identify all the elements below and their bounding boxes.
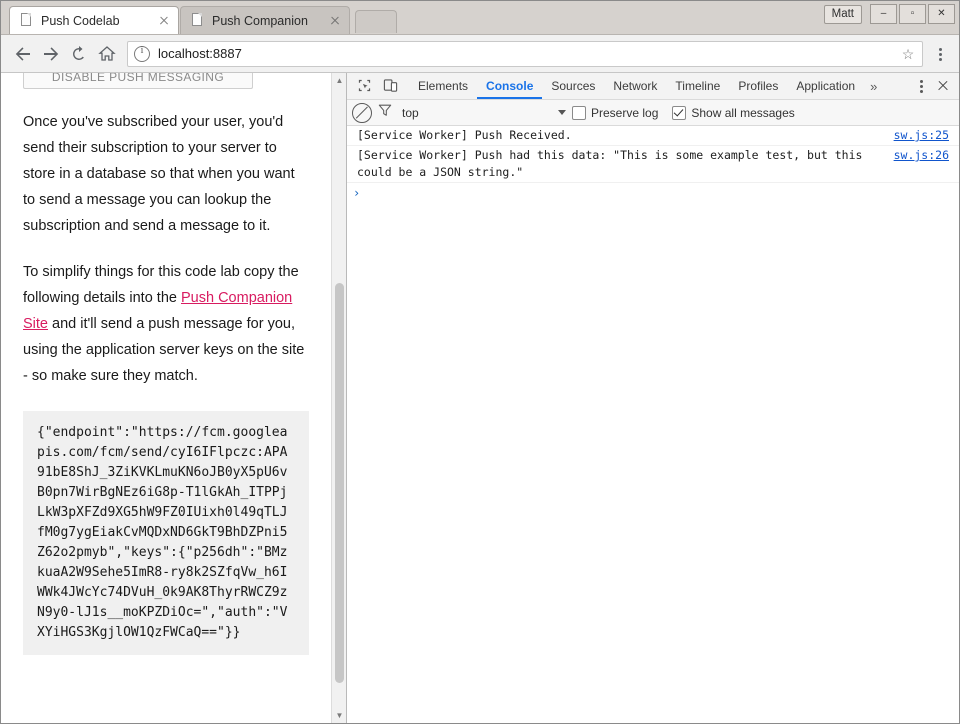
tab-application[interactable]: Application [796, 79, 856, 93]
inspect-element-icon[interactable] [351, 73, 377, 99]
close-icon[interactable] [327, 13, 343, 29]
checkbox-box [572, 106, 586, 120]
close-icon[interactable] [156, 13, 172, 29]
scroll-up-icon[interactable]: ▲ [335, 76, 344, 85]
devtools-panel-tabs [409, 73, 911, 99]
browser-toolbar [1, 35, 959, 73]
prompt-chevron-icon: › [353, 186, 361, 200]
device-toolbar-icon[interactable] [377, 73, 403, 99]
disable-push-messaging-button[interactable]: DISABLE PUSH MESSAGING [23, 73, 253, 89]
tab-push-companion[interactable] [180, 6, 350, 34]
console-message-source[interactable]: sw.js:26 [893, 148, 949, 162]
console-message[interactable] [347, 126, 959, 146]
push-companion-site-link[interactable]: Push Companion Site [23, 290, 293, 332]
show-all-messages-checkbox[interactable] [672, 106, 794, 120]
url-text[interactable]: localhost:8887 [158, 46, 242, 61]
devtools-toolbar-right [911, 73, 955, 99]
user-badge[interactable]: Matt [824, 5, 862, 24]
page-icon [20, 13, 34, 28]
minimize-icon: – [880, 8, 887, 19]
maximize-icon: ▫ [910, 8, 915, 19]
tab-sources[interactable]: Sources [551, 79, 596, 93]
checkbox-box [672, 106, 686, 120]
execution-context-value: top [402, 105, 419, 120]
console-message-text: [Service Worker] Push Received. [357, 128, 572, 142]
devtools-close-icon[interactable] [931, 73, 955, 99]
home-button[interactable] [93, 40, 121, 68]
console-message-source[interactable]: sw.js:25 [893, 128, 949, 142]
tab-profiles[interactable]: Profiles [738, 79, 779, 93]
web-page-pane [1, 73, 347, 723]
tab-console[interactable]: Console [477, 73, 542, 99]
tab-strip [1, 1, 959, 35]
clear-console-icon[interactable] [352, 103, 372, 123]
paragraph-companion [23, 259, 309, 389]
console-message[interactable] [347, 146, 959, 183]
address-bar[interactable] [127, 41, 923, 67]
preserve-log-label: Preserve log [591, 105, 659, 120]
devtools-menu-icon[interactable] [911, 73, 931, 99]
bookmark-star-icon[interactable]: ☆ [901, 45, 915, 62]
forward-button[interactable] [37, 40, 65, 68]
page-scrollbar[interactable] [331, 73, 346, 723]
reload-button[interactable] [65, 40, 93, 68]
show-all-messages-label: Show all messages [691, 105, 795, 120]
scroll-down-icon[interactable]: ▼ [335, 711, 344, 720]
paragraph-companion-post: and it'll send a push message for you, using the application server keys on the site - so make sure they match. [23, 316, 305, 384]
tab-network[interactable]: Network [613, 79, 658, 93]
console-input-prompt[interactable] [347, 183, 959, 202]
console-output[interactable] [347, 126, 959, 723]
new-tab-button[interactable] [355, 10, 397, 33]
close-window-button[interactable] [928, 4, 955, 24]
minimize-button[interactable] [870, 4, 897, 24]
scrollbar-thumb[interactable] [335, 283, 344, 683]
tab-push-codelab[interactable] [9, 6, 179, 34]
paragraph-companion-pre: To simplify things for this code lab copy the following details into the [23, 264, 299, 306]
close-icon: ✕ [937, 8, 946, 19]
maximize-button[interactable] [899, 4, 926, 24]
chrome-menu-button[interactable] [929, 41, 951, 67]
paragraph-subscription: Once you've subscribed your user, you'd send their subscription to your server to store in a database so that when you want to send a message you can lookup the subscription and send a message to it. [23, 114, 295, 234]
page-content [1, 73, 331, 675]
tab-elements[interactable]: Elements [418, 79, 469, 93]
chevron-down-icon [558, 110, 566, 115]
content-area [1, 73, 959, 723]
subscription-json-code: {"endpoint":"https://fcm.googleapis.com/fcm/send/cyI6IFlpczc:APA91bE8ShJ_3ZiKVKLmuKN6oJB0yX5pU6vB0pn7WirBgNEz6iG8p-T1lGkAh_ITPPjLkW3pXFZd9XG5hW9FZ0IUixh0l49qTLJfM0g7ygEiakCvMQDxND6GkT9BhDZPni5Z62o2pmyb","keys":{"p256dh":"BMzkuaA2W9Sehe5ImR8-ry8k2SZfqVw_h6IWWk4JWcYc74DVuH_0k9AK8ThyrRWCZ9zN9y0-lJ1s__moKPZDiOc=","auth":"VXYiHGS3KgjlOW1QzFWCaQ=="}} [23, 411, 309, 655]
page-icon [191, 13, 205, 28]
filter-icon[interactable] [378, 103, 396, 123]
more-panels-icon[interactable]: » [870, 78, 878, 94]
console-filter-bar [347, 100, 959, 126]
tab-title: Push Companion [212, 13, 308, 28]
execution-context-select[interactable] [402, 106, 572, 120]
back-button[interactable] [9, 40, 37, 68]
devtools-pane [347, 73, 959, 723]
console-message-text: [Service Worker] Push had this data: "This is some example test, but this could be a JSON string." [357, 148, 870, 179]
tab-timeline[interactable]: Timeline [675, 79, 721, 93]
window-controls [824, 4, 955, 24]
site-info-icon[interactable] [134, 46, 150, 62]
preserve-log-checkbox[interactable] [572, 106, 658, 120]
tab-title: Push Codelab [41, 13, 120, 28]
devtools-toolbar [347, 73, 959, 100]
